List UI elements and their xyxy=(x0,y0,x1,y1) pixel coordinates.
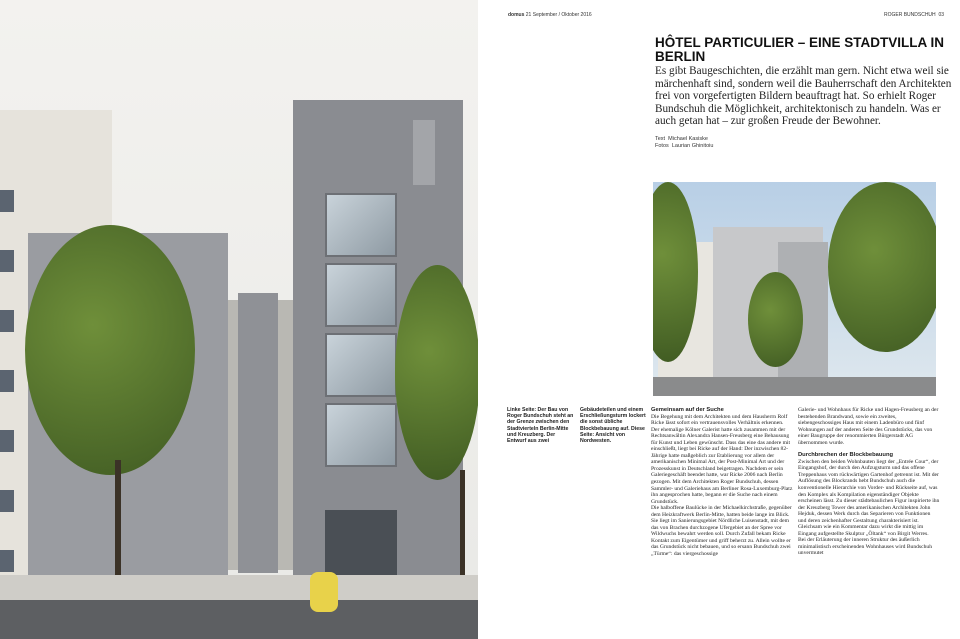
tree-left xyxy=(25,225,195,475)
credit-photo xyxy=(655,143,713,149)
paragraph: Die Begehung mit dem Architekten und dem Hausherrn Rolf Ricke lässt sofort ein vertrauensvolles Verhältnis erkennen. Der ehemalige Kölner Galerist hatte sich zusammen mit der Rechtsanwältin Alexandra Hansen-Freusberg eine Behausung für Kunst und Leben gewünscht. Dass das eine das andere mit einschließt, liegt bei Ricke auf der Hand: Der inzwischen 82-Jährige hatte maßgeblich zur Etablierung vor allem der amerikanischen Minimal Art, der Post-Minimal Art und der Prozesskunst in Deutschland beigetragen. Nachdem er sein Galeriegeschäft beendet hatte, war Ricke 2006 nach Berlin gezogen. Mit dem Architekten Roger Bundschuh, dessen Sammler- und Galeriehaus am Berliner Rosa-Luxemburg-Platz ihn angesprochen hatte, begann er die Suche nach einem Grundstück. xyxy=(651,413,793,505)
article-lead: Es gibt Baugeschichten, die erzählt man gern. Nicht etwa weil sie märchenhaft sind, sondern weil die Bauherrschaft den Architekten frei von vorgefertigten Bildern beauftragt hat. So erhielt Roger Bundschuh die Möglichkeit, architektonisch zu handeln. Was er auch getan hat – zur großen Freude der Bewohner. xyxy=(655,65,952,128)
section-heading: Durchbrechen der Blockbebauung xyxy=(798,452,894,459)
left-page-photo xyxy=(0,0,478,639)
body-column-1 xyxy=(651,407,793,558)
street xyxy=(0,600,478,639)
photographer: Laurian Ghinitoiu xyxy=(671,143,714,149)
sidewalk xyxy=(0,575,478,600)
magazine-brand: domus xyxy=(508,12,525,18)
tree-right xyxy=(395,265,478,480)
author: Michael Kasiske xyxy=(668,136,708,142)
section-heading: Gemeinsam auf der Suche xyxy=(651,407,724,413)
paragraph: Bei der Erläuterung der inneren Struktur des äußerlich minimalistisch erscheinenden Wohnhauses wird Bundschuh unvermutet xyxy=(798,537,932,557)
credit-text-label: Text xyxy=(655,136,666,142)
page-number: 03 xyxy=(938,12,944,18)
paragraph: Die halboffene Baulücke in der Michaelkirchstraße, gegenüber dem Heizkraftwerk Berlin-Mitte, hatten beide lange im Blick. Sie liegt im Sanierungsgebiet Nördliche Luisenstadt, mit dem das von Brachen durchzogene Ufergebiet an der Spree vor Wildwuchs bewahrt werden soll. Durch Zufall bekam Ricke Kontakt zum Eigentümer und griff beherzt zu. Allein wollte er das Grundstück nicht bebauen, und so ersann Bundschuh zwei „Türme“: das viergeschossige xyxy=(651,505,792,558)
header-left xyxy=(508,12,592,18)
cyclist xyxy=(310,572,338,612)
paragraph: Zwischen den beiden Wohnbauten liegt der „Entrée Cour“, der Eingangshof, der durch den Aufzugsturm und das offene Treppenhaus vom rückwärtigen Gartenhof getrennt ist. Mit der Auflösung des Blockrands hebt Bundschuh auch die konventionelle Hierarchie von Vorder- und Rückseite auf, was den Komplex als Kompilation eigenständiger Objekte erscheinen lässt. Zu dieser städtebaulichen Figur inspirierte ihn der Kreuzberg Tower des amerikanischen Architekten John Hejduk, dessen Werk durch das Separieren von Funktionen und deren zeichenhafter Gestaltung charakterisiert ist. Gleichsam wie ein Kommentar dazu wirkt die mittig im Eingang aufgestellte Skulptur „Öltank“ von Birgit Werres. xyxy=(798,458,940,537)
section-name: ROGER BUNDSCHUH xyxy=(883,12,936,18)
building-photo-northwest xyxy=(653,182,936,396)
elevator-tower xyxy=(238,293,278,573)
caption-left: Linke Seite: Der Bau von Roger Bundschuh steht an der Grenze zwischen den Stadtvierteln Berlin-Mitte und Kreuzberg. Der Entwurf aus zwei xyxy=(507,407,574,445)
header-right xyxy=(884,12,944,18)
credit-text xyxy=(655,136,708,142)
article-title: HÔTEL PARTICULIER – EINE STADTVILLA IN BERLIN xyxy=(655,35,945,64)
paragraph: Galerie- und Wohnhaus für Ricke und Hagen-Freusberg an der bestehenden Brandwand, sowie ein zweites, siebengeschossiges Haus mit einem Ladenbüro und fünf Wohnungen auf der anderen Seite des Grundstücks, das von einer Baugruppe der renommierten Bürgerstadt AG übernommen wurde. xyxy=(798,407,939,446)
issue-date: 21 September / Oktober 2016 xyxy=(525,12,592,18)
credit-photo-label: Fotos xyxy=(655,143,669,149)
body-column-2 xyxy=(798,407,940,557)
caption-right: Gebäudeteilen und einem Erschließungsturm lockert die sonst übliche Blockbebauung auf. Diese Seite: Ansicht von Nordwesten. xyxy=(580,407,646,445)
